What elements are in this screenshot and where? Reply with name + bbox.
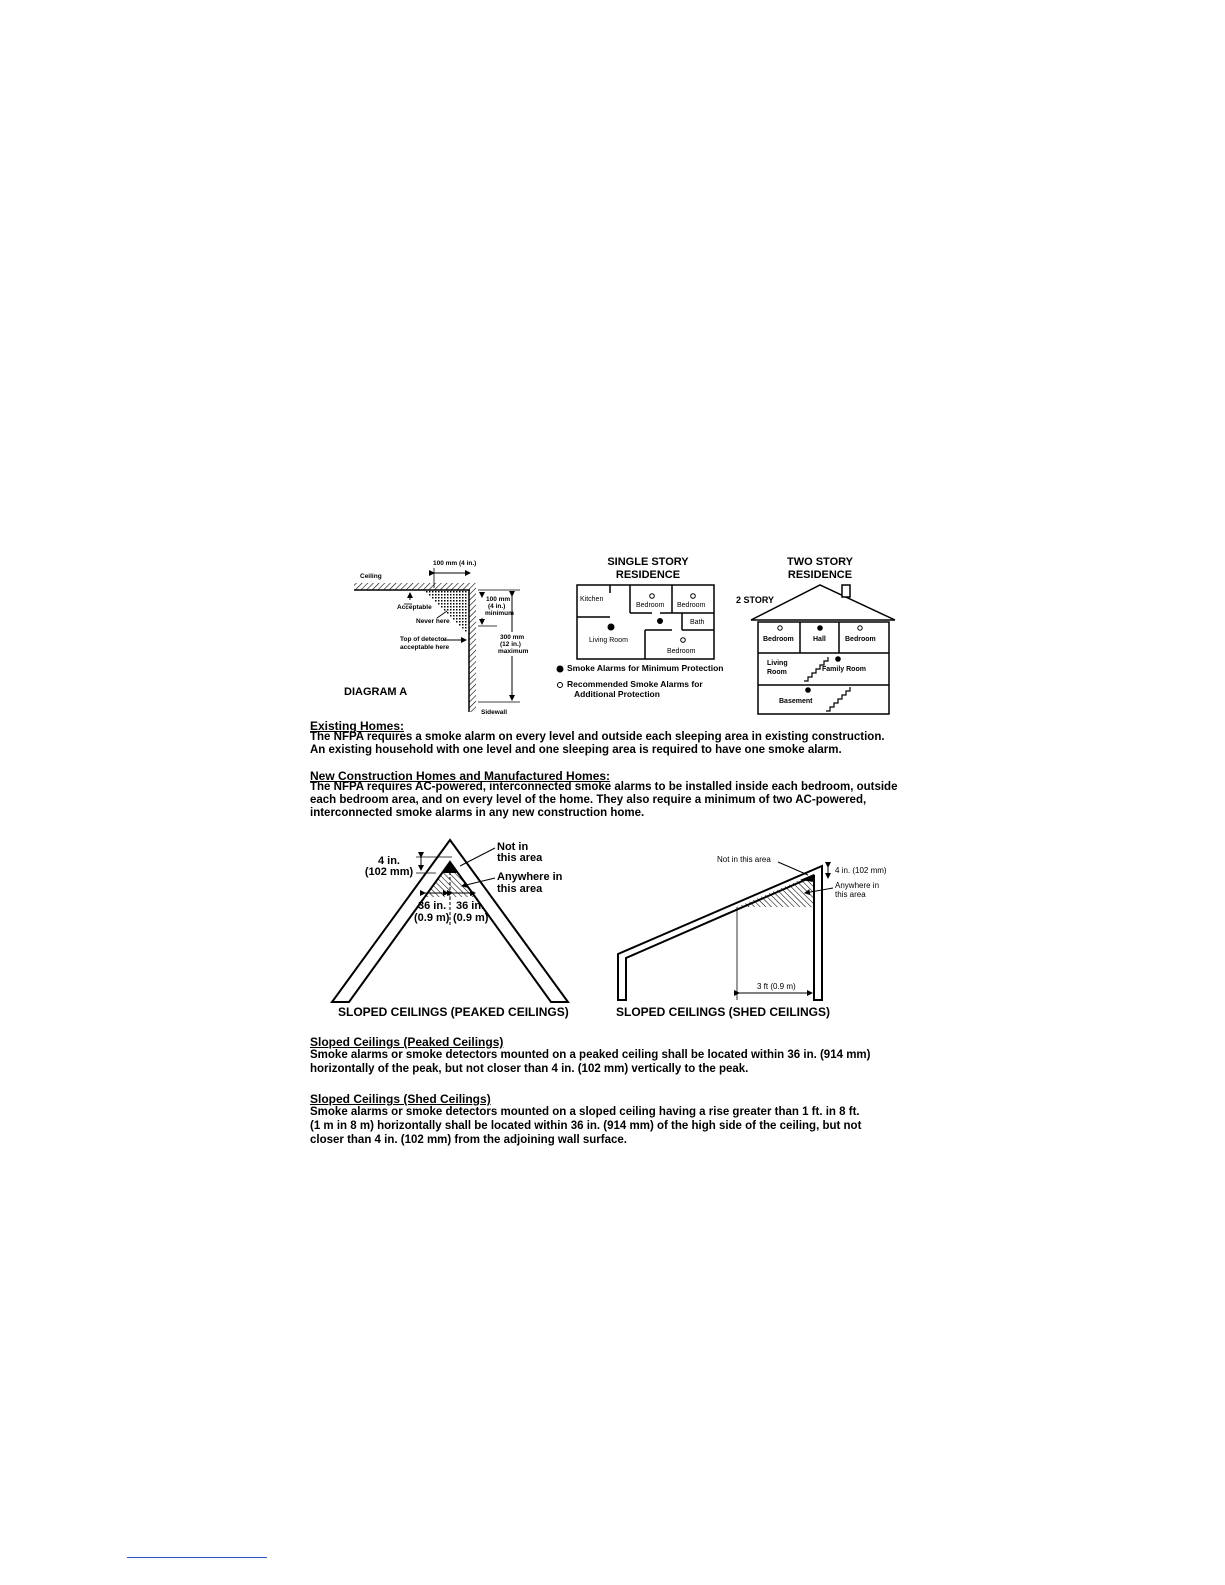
existing-homes-line: The NFPA requires a smoke alarm on every level and outside each sleeping area in existing construction. [310,731,885,743]
min-alarm-dot [805,687,811,693]
min-alarm-dot [817,625,823,631]
max-label-2: (12 in.) [500,641,521,648]
min-alarm-dot [835,656,841,662]
peaked-caption: SLOPED CEILINGS (PEAKED CEILINGS) [338,1005,569,1019]
diagram-a-title: DIAGRAM A [344,686,408,698]
bedroom-label: Bedroom [763,636,794,643]
peaked-not-in-1: Not in [497,841,529,853]
basement-label: Basement [779,698,813,705]
peaked-dim-4in-1: 4 in. [377,855,400,867]
peaked-anywhere-2: this area [497,883,543,895]
recommended-alarm-dot [650,594,655,599]
shed-anywhere-1: Anywhere in [835,881,880,890]
new-construction-line: each bedroom area, and on every level of the home. They also require a minimum of two AC-powered, [310,794,867,806]
shed-section-line: closer than 4 in. (102 mm) from the adjoining wall surface. [310,1134,627,1146]
peaked-right-36-1: 36 in. [456,900,485,912]
never-here-label: Never here [416,618,450,625]
peaked-left-36-1: 36 in. [418,900,447,912]
bath-label: Bath [690,619,705,626]
ceiling-hatch [354,583,476,590]
bedroom-label: Bedroom [677,602,706,609]
min-label-1: 100 mm [486,596,511,603]
shed-not-in-label: Not in this area [717,855,771,864]
min-label-2: (4 in.) [488,603,506,610]
legend-filled-dot [557,666,564,673]
shed-anywhere-2: this area [835,890,866,899]
kitchen-label: Kitchen [580,596,604,603]
min-label-3: minimum [485,610,514,617]
recommended-alarm-dot [778,626,782,630]
peaked-right-36-2: (0.9 m) [453,912,489,924]
min-alarm-dot [608,624,615,631]
living-label-1: Living [767,660,788,667]
shed-dim-4in-label: 4 in. (102 mm) [835,866,887,875]
shed-ceiling-drawing [618,862,833,1000]
sidewall-hatch [469,590,476,712]
single-story-title-1: SINGLE STORY [607,556,689,568]
two-story-title-1: TWO STORY [787,556,853,568]
shed-section-line: Smoke alarms or smoke detectors mounted on a sloped ceiling having a rise greater than 1 ft. in 8 ft. [310,1106,860,1118]
legend-open-dot [558,683,563,688]
peaked-dim-4in-2: (102 mm) [364,866,414,878]
living-room-label: Living Room [589,637,628,644]
new-construction-heading: New Construction Homes and Manufactured Homes: [310,769,611,783]
new-construction-line: interconnected smoke alarms in any new construction home. [310,807,645,819]
ceiling-label: Ceiling [360,573,382,580]
shed-dim-3ft-label: 3 ft (0.9 m) [757,982,796,991]
peaked-anywhere-1: Anywhere in [497,871,563,883]
existing-homes-heading: Existing Homes: [310,719,405,733]
family-room-label: Family Room [822,666,866,673]
recommended-alarm-dot [858,626,862,630]
two-story-title-2: RESIDENCE [787,569,853,581]
peaked-section-line: horizontally of the peak, but not closer than 4 in. (102 mm) vertically to the peak. [310,1063,749,1075]
living-label-2: Room [767,669,787,676]
two-story-label: 2 STORY [736,595,775,605]
shed-section-line: (1 m in 8 m) horizontally shall be located within 36 in. (914 mm) of the high side of the ceiling, but not [310,1120,862,1132]
legend-min-protection: Smoke Alarms for Minimum Protection [567,663,724,673]
existing-homes-line: An existing household with one level and one sleeping area is required to have one smoke alarm. [310,744,842,756]
acceptable-label: Acceptable [397,604,432,611]
bedroom-label: Bedroom [667,648,696,655]
bedroom-label: Bedroom [845,636,876,643]
max-label-3: maximum [498,648,529,655]
peaked-section-line: Smoke alarms or smoke detectors mounted on a peaked ceiling shall be located within 36 in. (914 mm) [310,1049,871,1061]
peaked-not-in-2: this area [497,852,543,864]
new-construction-line: The NFPA requires AC-powered, interconnected smoke alarms to be installed inside each bedroom, outside [310,781,898,793]
legend-recommended-2: Additional Protection [574,689,660,699]
top-detector-label-1: Top of detector [400,636,447,643]
recommended-alarm-dot [681,638,686,643]
shed-caption: SLOPED CEILINGS (SHED CEILINGS) [616,1005,831,1019]
max-label-1: 300 mm [500,634,525,641]
single-story-title-2: RESIDENCE [615,569,681,581]
shed-section-heading: Sloped Ceilings (Shed Ceilings) [310,1092,491,1106]
hall-label: Hall [813,636,826,643]
peaked-section-heading: Sloped Ceilings (Peaked Ceilings) [310,1035,504,1049]
dead-air-space [424,591,468,634]
peaked-left-36-2: (0.9 m) [414,912,450,924]
legend-recommended-1: Recommended Smoke Alarms for [567,679,703,689]
bedroom-label: Bedroom [636,602,665,609]
sidewall-label: Sidewall [481,709,508,716]
footnote-rule [127,1557,267,1558]
recommended-alarm-dot [691,594,696,599]
dim-4in-label: 100 mm (4 in.) [433,560,477,567]
top-detector-label-2: acceptable here [400,644,450,651]
min-alarm-dot [657,618,663,624]
